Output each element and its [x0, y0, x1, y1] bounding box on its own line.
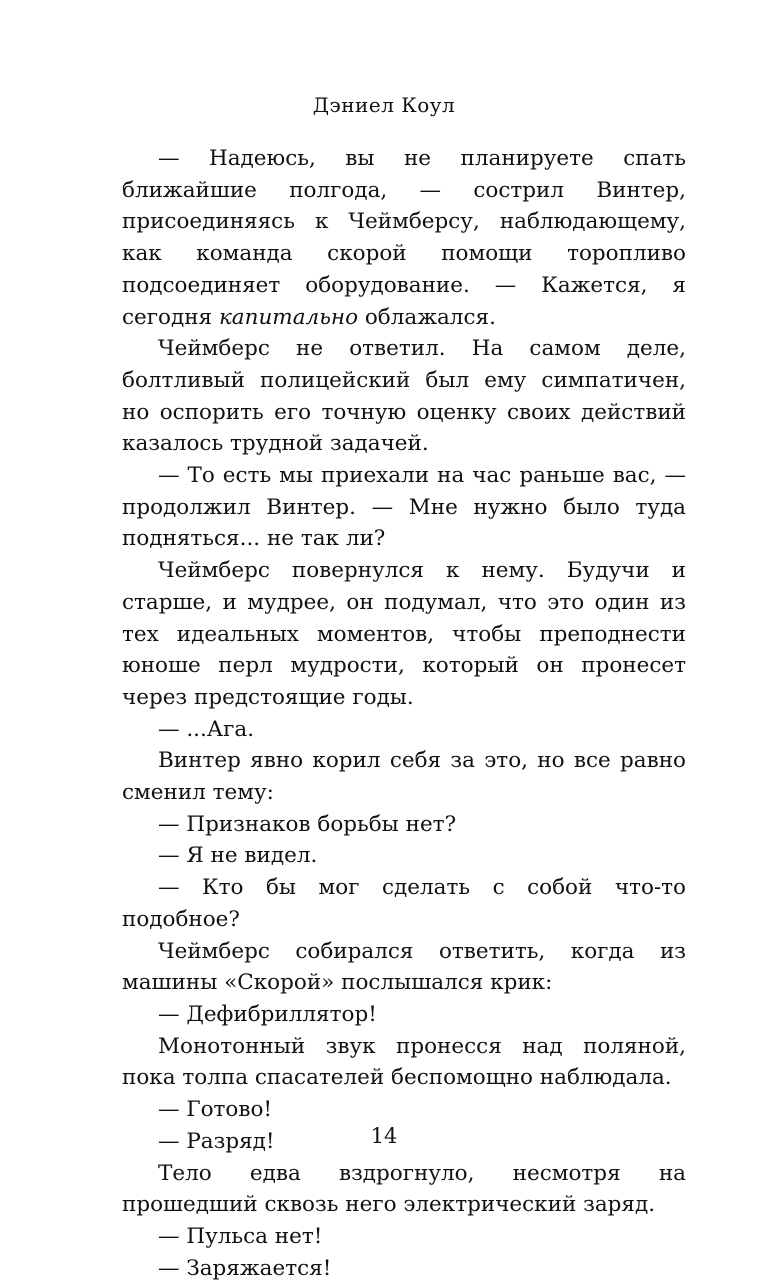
- paragraph: — Кто бы мог сделать с собой что-то подобное?: [122, 875, 686, 932]
- paragraph: Винтер явно корил себя за это, но все равно сменил тему:: [122, 748, 686, 806]
- paragraph: — Заряжается!: [158, 1255, 332, 1281]
- italic-emphasis: капитально: [218, 304, 359, 330]
- paragraph: Чеймберс не ответил. На самом деле, болтливый полицейский был ему симпатичен, но оспорить его точную оценку своих действий казалось трудной задачей.: [122, 336, 686, 457]
- paragraph: — То есть мы приехали на час раньше вас, — продолжил Винтер. — Мне нужно было туда подняться... не так ли?: [122, 463, 686, 552]
- paragraph: Тело едва вздрогнуло, несмотря на прошедший сквозь него электрический заряд.: [122, 1160, 686, 1218]
- paragraph: [122, 143, 686, 333]
- paragraph: Чеймберс собирался ответить, когда из машины «Скорой» послышался крик:: [122, 938, 686, 996]
- paragraph: Монотонный звук пронесся над поляной, пока толпа спасателей беспомощно наблюдала.: [122, 1033, 686, 1091]
- paragraph: — Готово!: [158, 1097, 273, 1123]
- paragraph-text: облажался.: [358, 304, 496, 330]
- paragraph: — ...Ага.: [158, 716, 255, 742]
- paragraph: — Дефибриллятор!: [158, 1001, 377, 1027]
- paragraph: — Разряд!: [158, 1128, 275, 1154]
- body-text: [122, 143, 686, 1284]
- paragraph-text: — Надеюсь, вы не планируете спать ближайшие полгода, — сострил Винтер, присоединяясь к Чеймберсу, наблюдающему, как команда скорой помощи торопливо подсоединяет оборудование. — Кажется, я сегодня: [122, 146, 686, 330]
- page-number: 14: [370, 1124, 398, 1148]
- running-head-author: Дэниел Коул: [312, 93, 456, 117]
- paragraph: Чеймберс повернулся к нему. Будучи и старше, и мудрее, он подумал, что это один из тех идеальных моментов, чтобы преподнести юноше перл мудрости, который он пронесет через предстоящие годы.: [122, 558, 686, 710]
- paragraph: — Я не видел.: [158, 843, 318, 869]
- paragraph: — Пульса нет!: [158, 1223, 323, 1249]
- paragraph: — Признаков борьбы нет?: [158, 811, 457, 837]
